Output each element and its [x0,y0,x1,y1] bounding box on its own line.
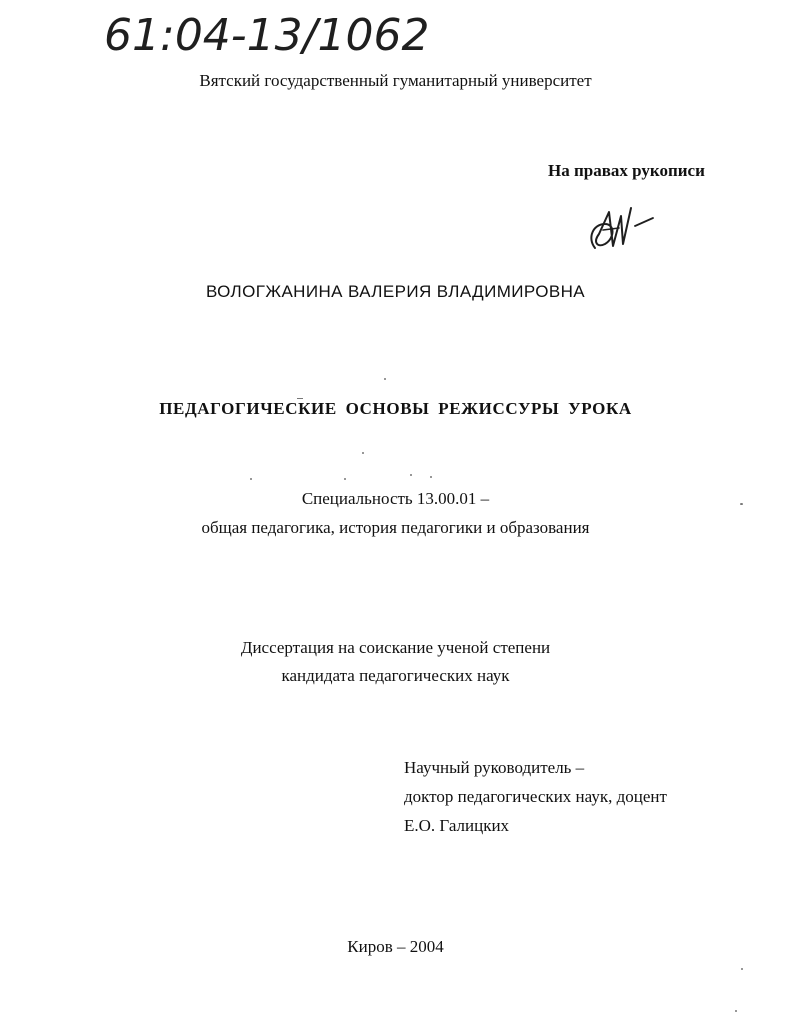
university-name: Вятский государственный гуманитарный университет [199,71,592,90]
supervisor-label: Научный руководитель – [404,758,585,777]
author-name: ВОЛОГЖАНИНА ВАЛЕРИЯ ВЛАДИМИРОВНА [205,282,586,301]
specialty-name-line: общая педагогика, история педагогики и образования [201,518,590,537]
supervisor-name: Е.О. Галицких [404,816,510,835]
degree-line: кандидата педагогических наук [281,666,510,685]
scan-speck [740,503,743,505]
handwritten-code-graphic [104,8,484,56]
scan-speck [741,968,743,970]
handwritten-catalog-code [104,8,484,56]
scan-speck [410,474,412,476]
supervisor-title: доктор педагогических наук, доцент [404,787,667,806]
scan-speck [344,478,346,480]
manuscript-rights-note: На правах рукописи [548,161,705,180]
dissertation-title: ПЕДАГОГИЧЕСКИЕ ОСНОВЫ РЕЖИССУРЫ УРОКА [159,399,632,418]
scan-speck [384,378,386,380]
scan-speck [250,478,252,480]
scan-speck [430,476,432,478]
dissertation-type-line: Диссертация на соискание ученой степени [240,638,551,657]
scan-speck [735,1010,737,1012]
specialty-code-line: Специальность 13.00.01 – [301,489,490,508]
handwritten-code-text: 61:04-13/1062 [104,10,430,56]
place-and-year: Киров – 2004 [347,937,444,956]
scan-speck [362,452,364,454]
scan-speck [297,398,303,399]
signature-graphic [585,200,657,258]
author-signature [585,200,657,258]
